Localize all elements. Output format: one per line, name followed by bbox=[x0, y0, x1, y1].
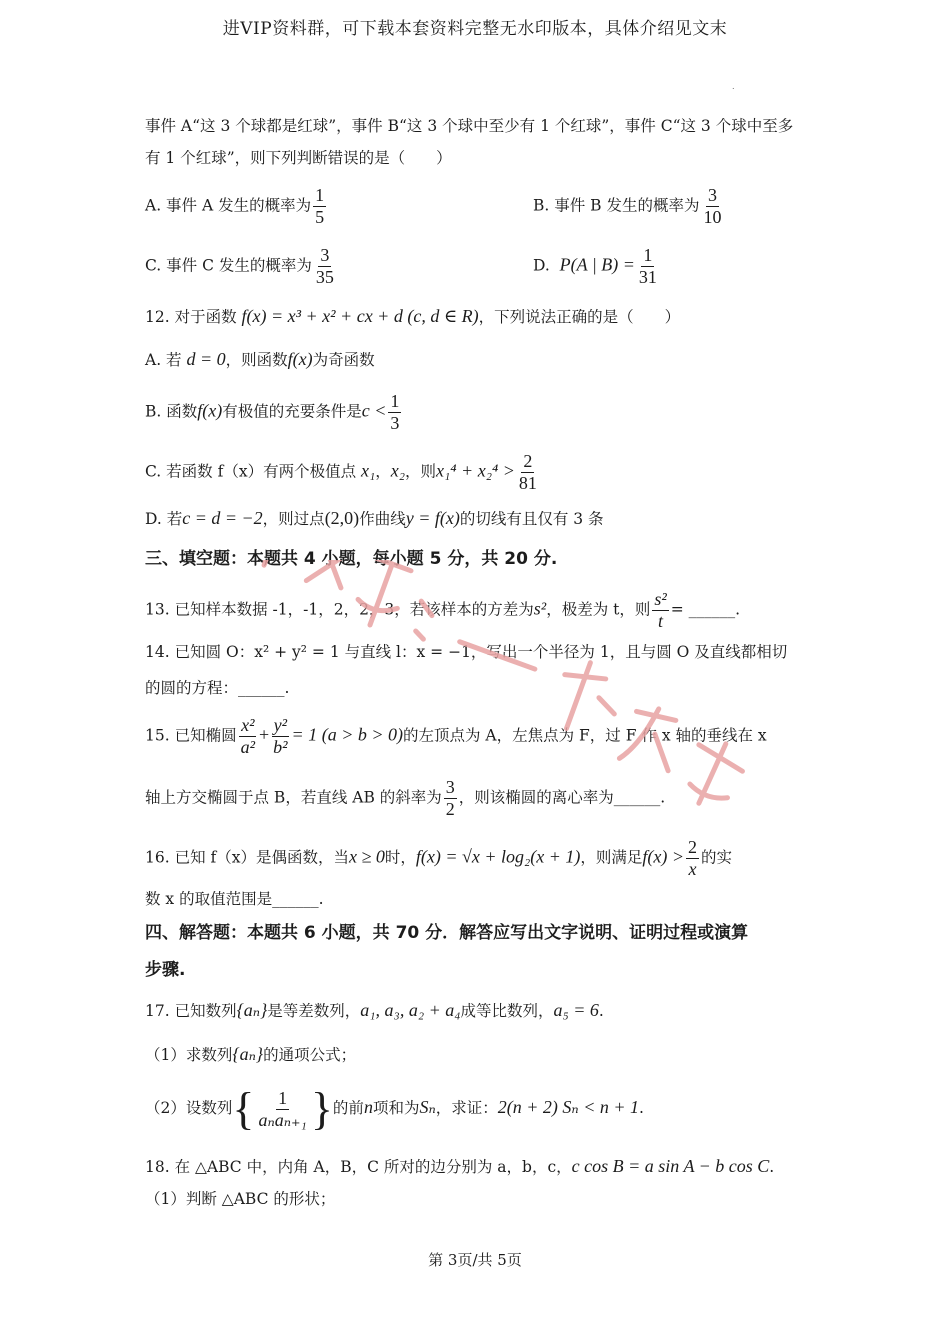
section-3-title: 三、填空题：本题共 4 小题，每小题 5 分，共 20 分. bbox=[145, 549, 558, 569]
option-c-text: C. 事件 C 发生的概率为 bbox=[145, 256, 312, 275]
q11-option-c bbox=[145, 246, 338, 287]
q12-option-b: B. 函数f(x)有极值的充要条件是c < $\frac{1}{3}$ bbox=[145, 391, 400, 433]
q17-part2: （2）设数列{ $\frac{1}{\text{aₙaₙ₊₁}}$ }的前n项和为Sₙ，求证：2(n + 2) Sₙ < n + 1. bbox=[145, 1083, 644, 1134]
fraction: $\frac{3}{35}$ bbox=[315, 245, 334, 287]
option-d-label: D. bbox=[533, 256, 550, 275]
fraction: $\frac{2}{81}$ bbox=[518, 451, 537, 493]
q11-line1: 事件 A“这 3 个球都是红球”，事件 B“这 3 个球中至少有 1 个红球”，事件 C“这 3 个球中至多 bbox=[145, 117, 794, 135]
q12-option-a: A. 若 d = 0，则函数f(x)为奇函数 bbox=[145, 349, 375, 369]
q14-line2: 的圆的方程：______. bbox=[145, 679, 290, 697]
conditional-probability: P(A | B) = bbox=[559, 254, 635, 275]
q11-option-b bbox=[533, 186, 726, 227]
fraction: $\frac{1}{\text{aₙaₙ₊₁}}$ bbox=[258, 1087, 307, 1130]
page-number-footer: 第 3页/共 5页 bbox=[428, 1251, 522, 1269]
q14-line1: 14. 已知圆 O：x² + y² = 1 与直线 l：x = −1，写出一个半径为 1，且与圆 O 及直线都相切 bbox=[145, 643, 788, 661]
q15-line2: 轴上方交椭圆于点 B，若直线 AB 的斜率为 $\frac{3}{2}$ ，则该椭圆的离心率为______. bbox=[145, 777, 666, 819]
fraction: $\frac{1}{3}$ bbox=[390, 391, 400, 433]
q12-stem: 12. 对于函数 f(x) = x³ + x² + cx + d (c, d ∈ R)，下列说法正确的是（ ） bbox=[145, 306, 681, 326]
q16-line1: 16. 已知 f（x）是偶函数，当x ≥ 0时，f(x) = √x + log₂(x + 1)，则满足f(x) > $\frac{2}{x}$ 的实 bbox=[145, 837, 733, 879]
fraction-y2-b2: $\frac{\text{y²}}{\text{b²}}$ bbox=[273, 715, 288, 757]
right-brace: } bbox=[310, 1083, 333, 1134]
q15-line1: 15. 已知椭圆 $\frac{\text{x²}}{\text{a²}}$ + $\frac{\text{y²}}{\text{b²}}$ = 1 (a > b > 0)的左顶点为 A，左焦点为 F，过 F 作 x 轴的垂线在 x bbox=[145, 715, 767, 757]
function-expression: f(x) = x³ + x² + cx + d (c, d ∈ R) bbox=[241, 306, 479, 326]
q11-option-d bbox=[533, 246, 661, 287]
section-4-line1: 四、解答题：本题共 6 小题，共 70 分．解答应写出文字说明、证明过程或演算 bbox=[145, 923, 749, 943]
fraction: $\frac{1}{5}$ bbox=[315, 185, 325, 227]
fraction: $\frac{\text{s²}}{t}$ bbox=[654, 589, 667, 631]
fraction: $\frac{3}{2}$ bbox=[445, 777, 455, 819]
q11-option-a bbox=[145, 186, 328, 227]
q12-option-d: D. 若c = d = −2，则过点(2,0)作曲线y = f(x)的切线有且仅有 3 条 bbox=[145, 508, 604, 528]
section-4-line2: 步骤. bbox=[145, 960, 186, 980]
q17-part1: （1）求数列{aₙ}的通项公式； bbox=[145, 1044, 357, 1064]
fraction: $\frac{3}{10}$ bbox=[703, 185, 722, 227]
vip-notice-header: 进VIP资料群，可下载本套资料完整无水印版本，具体介绍见文末 bbox=[222, 19, 728, 39]
q11-line2: 有 1 个红球”，则下列判断错误的是（ ） bbox=[145, 149, 452, 167]
option-a-text: A. 事件 A 发生的概率为 bbox=[145, 196, 312, 215]
q13: 13. 已知样本数据 -1，-1，2，2，3，若该样本的方差为s²，极差为 t，则 $\frac{\text{s²}}{t}$ = ______. bbox=[145, 589, 741, 631]
q16-line2: 数 x 的取值范围是______. bbox=[145, 890, 324, 908]
q18-part1: （1）判断 △ABC 的形状； bbox=[145, 1190, 336, 1208]
fraction-x2-a2: $\frac{\text{x²}}{\text{a²}}$ bbox=[240, 715, 255, 757]
fraction: $\frac{2}{x}$ bbox=[688, 837, 698, 879]
left-brace: { bbox=[232, 1083, 255, 1134]
q18-stem: 18. 在 △ABC 中，内角 A，B，C 所对的边分别为 a，b，c，c cos B = a sin A − b cos C. bbox=[145, 1156, 775, 1176]
q17-stem: 17. 已知数列{aₙ}是等差数列，a₁, a₃, a₂ + a₄成等比数列，a₅ = 6. bbox=[145, 1000, 604, 1020]
stray-dot: . bbox=[732, 82, 735, 91]
option-b-text: B. 事件 B 发生的概率为 bbox=[533, 196, 700, 215]
q12-option-c: C. 若函数 f（x）有两个极值点 x₁，x₂，则x₁⁴ + x₂⁴ > $\frac{2}{81}$ bbox=[145, 451, 537, 493]
fraction: $\frac{1}{31}$ bbox=[638, 245, 657, 287]
